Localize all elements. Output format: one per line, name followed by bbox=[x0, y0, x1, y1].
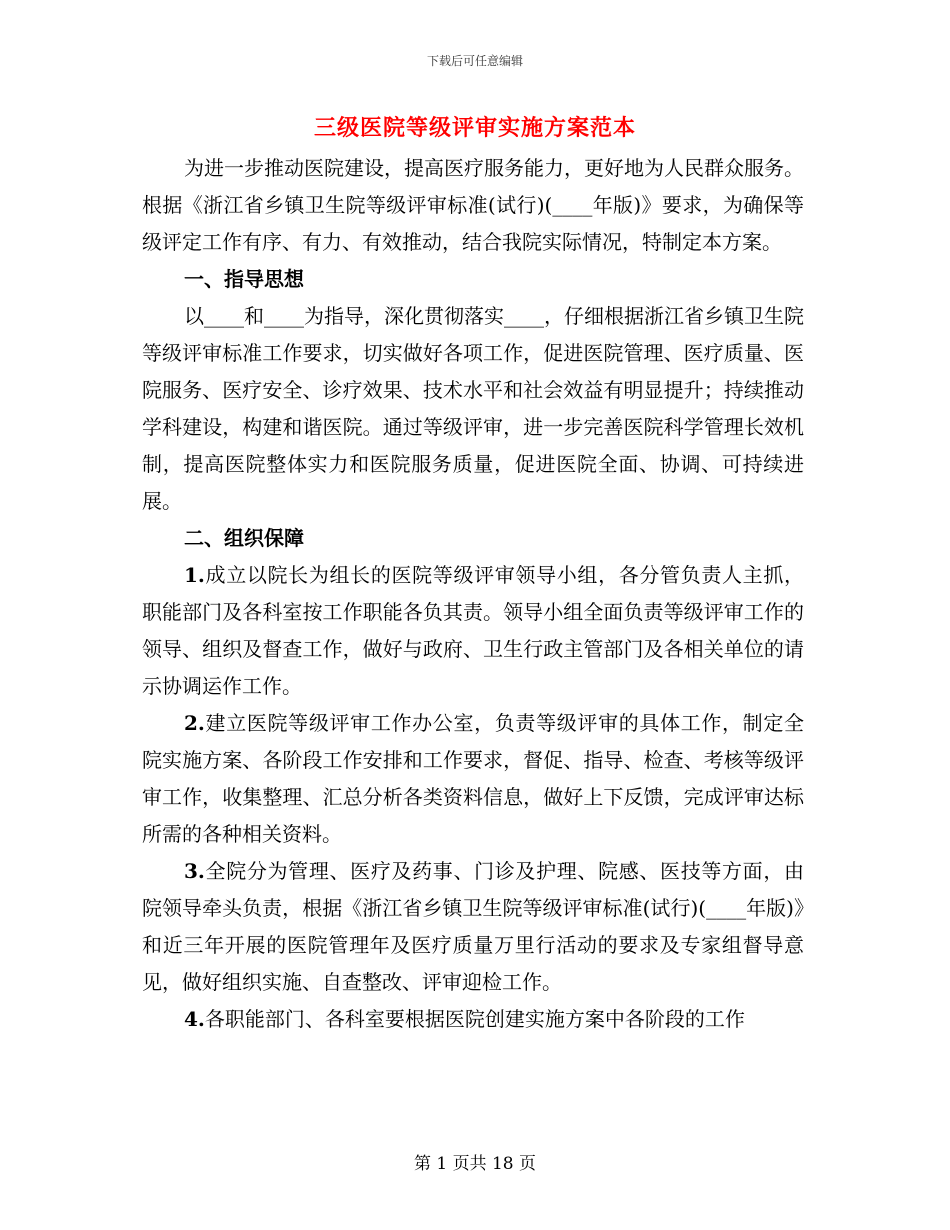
item-number: 1. bbox=[184, 563, 205, 587]
item-text: 成立以院长为组长的医院等级评审领导小组，各分管负责人主抓，职能部门及各科室按工作职能各负其责。领导小组全面负责等级评审工作的领导、组织及督查工作，做好与政府、卫生行政主管部门及各相关单位的请示协调运作工作。 bbox=[142, 563, 804, 698]
item-number: 4. bbox=[184, 1007, 205, 1031]
organization-item-4 bbox=[142, 1001, 804, 1038]
section-heading-guiding-ideology: 一、指导思想 bbox=[184, 267, 304, 291]
item-text: 建立医院等级评审工作办公室，负责等级评审的具体工作，制定全院实施方案、各阶段工作安排和工作要求，督促、指导、检查、考核等级评审工作，收集整理、汇总分析各类资料信息，做好上下反馈，完成评审达标所需的各种相关资料。 bbox=[142, 711, 804, 846]
organization-item-3 bbox=[142, 853, 804, 1001]
item-number: 2. bbox=[184, 711, 205, 735]
organization-item-1 bbox=[142, 557, 804, 705]
section-heading-organization: 二、组织保障 bbox=[184, 526, 304, 550]
item-text: 各职能部门、各科室要根据医院创建实施方案中各阶段的工作 bbox=[204, 1007, 745, 1031]
page-header: 下载后可任意编辑 bbox=[426, 54, 523, 68]
item-text: 全院分为管理、医疗及药事、门诊及护理、院感、医技等方面，由院领导牵头负责，根据《浙江省乡镇卫生院等级评审标准(试行)(____年版)》和近三年开展的医院管理年及医疗质量万里行活动的要求及专家组督导意见，做好组织实施、自查整改、评审迎检工作。 bbox=[142, 859, 804, 994]
guiding-ideology-paragraph: 以____和____为指导，深化贯彻落实____，仔细根据浙江省乡镇卫生院等级评审标准工作要求，切实做好各项工作，促进医院管理、医疗质量、医院服务、医疗安全、诊疗效果、技术水平和社会效益有明显提升；持续推动学科建设，构建和谐医院。通过等级评审，进一步完善医院科学管理长效机制，提高医院整体实力和医院服务质量，促进医院全面、协调、可持续进展。 bbox=[142, 304, 804, 513]
item-number: 3. bbox=[184, 859, 205, 883]
intro-paragraph: 为进一步推动医院建设，提高医疗服务能力，更好地为人民群众服务。根据《浙江省乡镇卫生院等级评审标准(试行)(____年版)》要求，为确保等级评定工作有序、有力、有效推动，结合我院实际情况，特制定本方案。 bbox=[142, 156, 804, 254]
organization-item-2 bbox=[142, 705, 804, 853]
page-footer: 第 1 页共 18 页 bbox=[413, 1154, 537, 1174]
document-title: 三级医院等级评审实施方案范本 bbox=[313, 115, 636, 141]
document-body bbox=[142, 150, 804, 1038]
